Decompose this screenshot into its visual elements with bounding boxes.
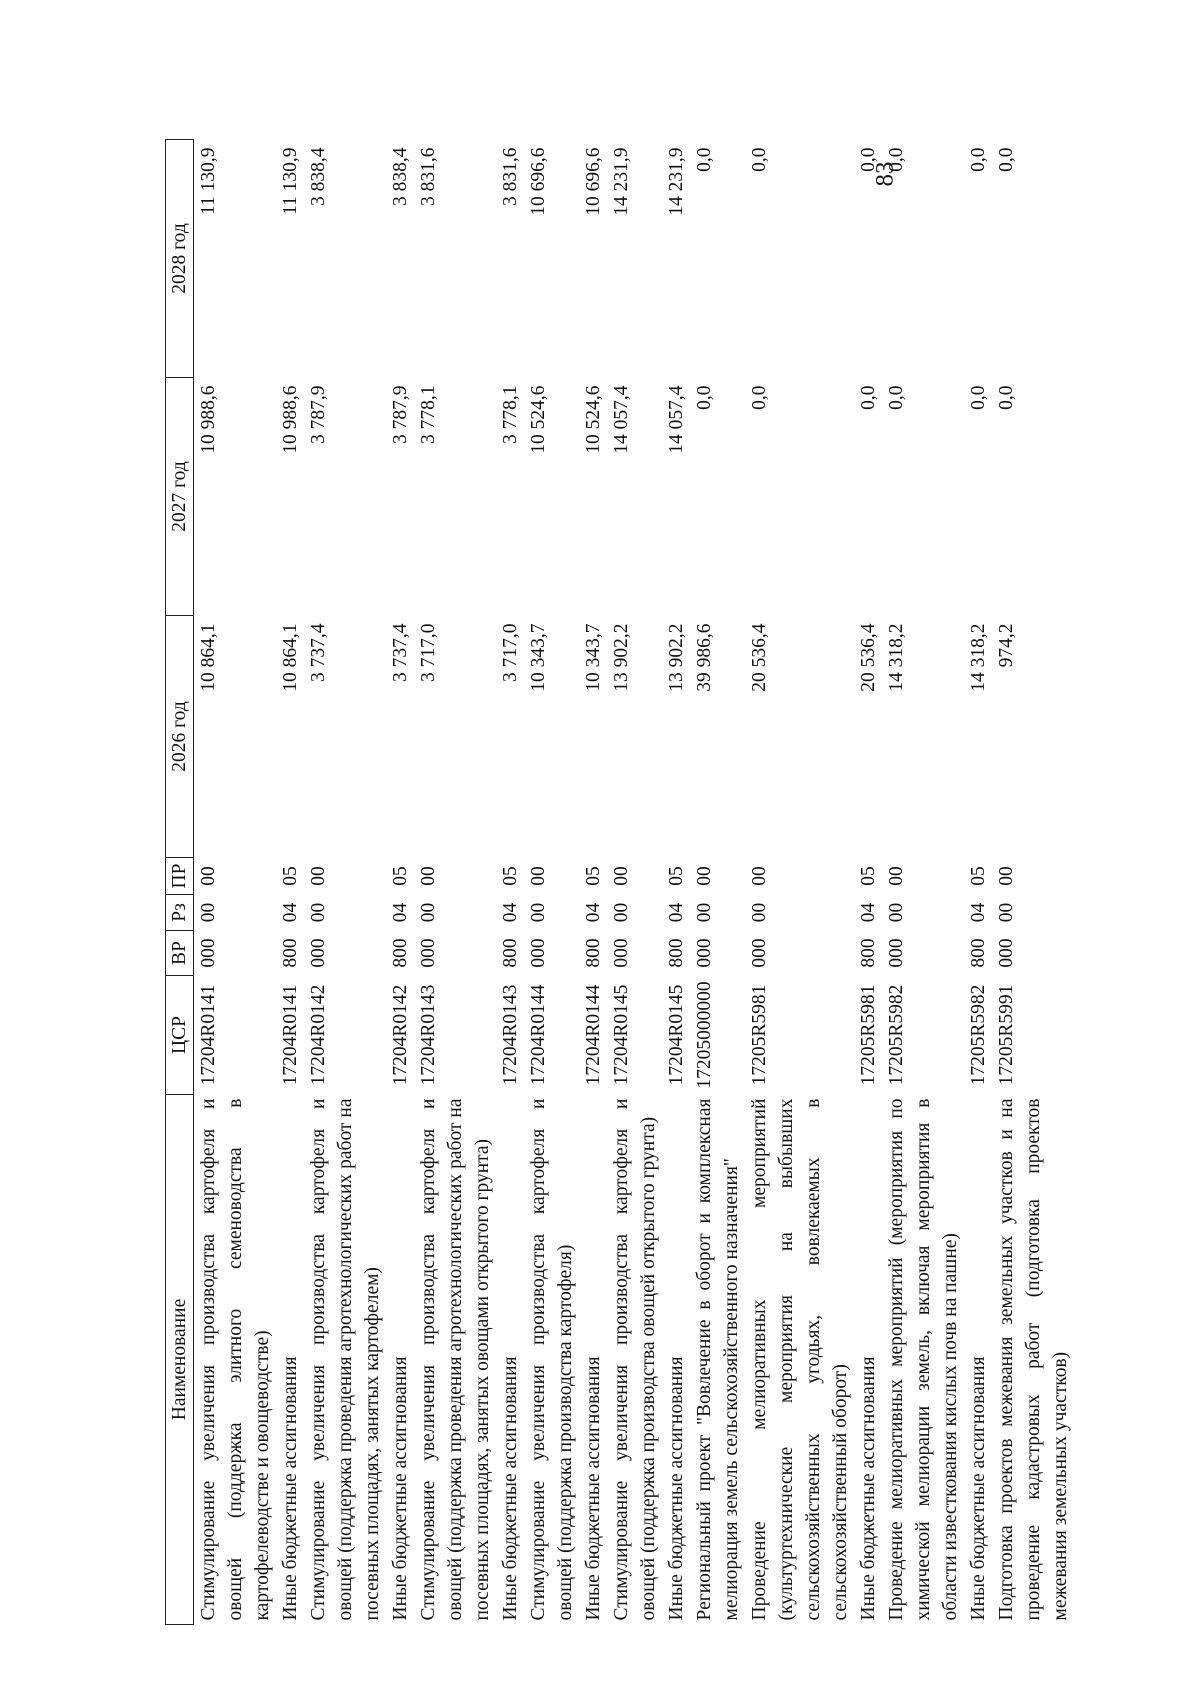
row-2026: 13 902,2 bbox=[666, 623, 687, 692]
table-row bbox=[662, 140, 690, 1625]
row-csr: 17205R5981 bbox=[858, 984, 879, 1086]
row-2026: 3 737,4 bbox=[308, 623, 329, 682]
row-2026: 974,2 bbox=[996, 623, 1017, 668]
row-2026: 3 717,0 bbox=[418, 623, 439, 682]
page-number: 83 bbox=[871, 161, 899, 187]
row-rz: 04 bbox=[858, 902, 879, 923]
row-pr: 05 bbox=[968, 866, 989, 886]
row-rz: 00 bbox=[418, 902, 439, 923]
row-name: Иные бюджетные ассигнования bbox=[280, 1356, 301, 1621]
row-pr: 00 bbox=[996, 866, 1017, 886]
row-csr: 17204R0144 bbox=[528, 984, 549, 1086]
row-vr: 800 bbox=[968, 938, 989, 968]
row-csr: 17204R0141 bbox=[280, 984, 301, 1086]
row-vr: 800 bbox=[666, 938, 687, 968]
row-rz: 00 bbox=[198, 902, 219, 923]
budget-table bbox=[165, 139, 1074, 1625]
row-pr: 00 bbox=[418, 866, 439, 886]
row-name: Иные бюджетные ассигнования bbox=[583, 1356, 604, 1621]
row-vr: 800 bbox=[390, 938, 411, 968]
header-csr: ЦСР bbox=[166, 976, 194, 1095]
row-vr: 000 bbox=[996, 938, 1017, 968]
row-csr: 17205R5982 bbox=[886, 984, 907, 1086]
table-row bbox=[854, 140, 882, 1625]
table-row bbox=[964, 140, 992, 1625]
row-2026: 10 864,1 bbox=[198, 623, 219, 692]
row-rz: 00 bbox=[996, 902, 1017, 923]
table-row bbox=[607, 140, 662, 1625]
row-2027: 10 524,6 bbox=[583, 385, 604, 454]
row-vr: 000 bbox=[528, 938, 549, 968]
row-2028: 14 231,9 bbox=[666, 147, 687, 216]
rotated-page-content bbox=[165, 140, 1085, 1625]
row-name: Иные бюджетные ассигнования bbox=[968, 1356, 989, 1621]
row-2026: 10 343,7 bbox=[583, 623, 604, 692]
row-csr: 17205R5991 bbox=[996, 984, 1017, 1086]
row-2027: 10 988,6 bbox=[280, 385, 301, 454]
row-2026: 3 737,4 bbox=[390, 623, 411, 682]
row-csr: 17205000000 bbox=[694, 981, 715, 1089]
row-csr: 17204R0143 bbox=[500, 984, 521, 1086]
row-2028: 11 130,9 bbox=[198, 147, 219, 216]
table-row bbox=[579, 140, 607, 1625]
row-2026: 39 986,6 bbox=[694, 623, 715, 692]
row-2028: 3 838,4 bbox=[308, 147, 329, 206]
row-2026: 14 318,2 bbox=[886, 623, 907, 692]
row-name: Проведение мелиоративных мероприятий (мероприятия по химической мелиорации земель, включая мероприятия в области известкования кислых почв на пашне) bbox=[886, 1098, 961, 1621]
row-pr: 05 bbox=[666, 866, 687, 886]
row-2028: 10 696,6 bbox=[583, 147, 604, 216]
row-vr: 000 bbox=[418, 938, 439, 968]
row-vr: 000 bbox=[749, 938, 770, 968]
row-csr: 17205R5981 bbox=[749, 984, 770, 1086]
row-2028: 0,0 bbox=[694, 147, 715, 172]
header-2027: 2027 год bbox=[166, 378, 194, 616]
row-pr: 00 bbox=[749, 866, 770, 886]
table-row bbox=[882, 140, 964, 1625]
table-row bbox=[194, 140, 277, 1625]
table-row bbox=[745, 140, 854, 1625]
row-vr: 000 bbox=[198, 938, 219, 968]
row-2027: 0,0 bbox=[749, 385, 770, 410]
row-vr: 800 bbox=[858, 938, 879, 968]
row-2027: 10 524,6 bbox=[528, 385, 549, 454]
row-2027: 3 787,9 bbox=[390, 385, 411, 444]
row-rz: 04 bbox=[666, 902, 687, 923]
row-csr: 17204R0144 bbox=[583, 984, 604, 1086]
row-2028: 0,0 bbox=[886, 147, 907, 172]
row-2028: 11 130,9 bbox=[280, 147, 301, 216]
row-2028: 3 831,6 bbox=[418, 147, 439, 206]
table-row bbox=[414, 140, 496, 1625]
row-csr: 17204R0141 bbox=[198, 984, 219, 1086]
row-2028: 3 838,4 bbox=[390, 147, 411, 206]
row-pr: 05 bbox=[500, 866, 521, 886]
row-rz: 04 bbox=[583, 902, 604, 923]
row-name: Иные бюджетные ассигнования bbox=[666, 1356, 687, 1621]
row-csr: 17204R0145 bbox=[611, 984, 632, 1086]
row-2026: 3 717,0 bbox=[500, 623, 521, 682]
row-vr: 000 bbox=[308, 938, 329, 968]
row-name: Стимулирование увеличения производства картофеля и овощей (поддержка производства картофеля) bbox=[528, 1098, 576, 1621]
row-2028: 0,0 bbox=[858, 147, 879, 172]
row-2027: 0,0 bbox=[886, 385, 907, 410]
row-csr: 17204R0142 bbox=[390, 984, 411, 1086]
row-rz: 00 bbox=[694, 902, 715, 923]
row-vr: 800 bbox=[500, 938, 521, 968]
row-2026: 20 536,4 bbox=[749, 623, 770, 692]
row-csr: 17204R0142 bbox=[308, 984, 329, 1086]
header-pr: ПР bbox=[166, 858, 194, 895]
row-name: Стимулирование увеличения производства картофеля и овощей (поддержка элитного семеноводства в картофелеводстве и овощеводстве) bbox=[198, 1098, 273, 1621]
row-rz: 00 bbox=[749, 902, 770, 923]
header-rz: Рз bbox=[166, 895, 194, 931]
row-vr: 000 bbox=[886, 938, 907, 968]
row-rz: 00 bbox=[528, 902, 549, 923]
table-row bbox=[496, 140, 524, 1625]
row-pr: 05 bbox=[280, 866, 301, 886]
row-rz: 04 bbox=[968, 902, 989, 923]
row-name: Региональный проект "Вовлечение в оборот и комплексная мелиорация земель сельскохозяйственного назначения" bbox=[694, 1098, 742, 1621]
table-header-row bbox=[166, 140, 194, 1625]
row-rz: 04 bbox=[390, 902, 411, 923]
row-2026: 10 343,7 bbox=[528, 623, 549, 692]
row-name: Подготовка проектов межевания земельных участков и на проведение кадастровых работ (подготовка проектов межевания земельных участков) bbox=[996, 1098, 1071, 1621]
row-2027: 14 057,4 bbox=[611, 385, 632, 454]
row-2028: 0,0 bbox=[749, 147, 770, 172]
row-2027: 0,0 bbox=[996, 385, 1017, 410]
row-2028: 10 696,6 bbox=[528, 147, 549, 216]
row-pr: 00 bbox=[611, 866, 632, 886]
table-row bbox=[276, 140, 304, 1625]
table-row bbox=[386, 140, 414, 1625]
row-2027: 0,0 bbox=[858, 385, 879, 410]
row-pr: 00 bbox=[694, 866, 715, 886]
row-vr: 800 bbox=[280, 938, 301, 968]
row-2026: 20 536,4 bbox=[858, 623, 879, 692]
row-vr: 000 bbox=[611, 938, 632, 968]
row-2028: 0,0 bbox=[968, 147, 989, 172]
table-row bbox=[992, 140, 1074, 1625]
row-pr: 00 bbox=[528, 866, 549, 886]
header-2028: 2028 год bbox=[166, 140, 194, 378]
row-pr: 00 bbox=[886, 866, 907, 886]
row-csr: 17204R0143 bbox=[418, 984, 439, 1086]
row-rz: 04 bbox=[500, 902, 521, 923]
row-pr: 05 bbox=[858, 866, 879, 886]
row-2027: 3 778,1 bbox=[418, 385, 439, 444]
row-rz: 00 bbox=[611, 902, 632, 923]
row-csr: 17204R0145 bbox=[666, 984, 687, 1086]
row-2027: 14 057,4 bbox=[666, 385, 687, 454]
row-2026: 14 318,2 bbox=[968, 623, 989, 692]
row-rz: 00 bbox=[886, 902, 907, 923]
row-2027: 0,0 bbox=[968, 385, 989, 410]
row-rz: 04 bbox=[280, 902, 301, 923]
row-pr: 05 bbox=[583, 866, 604, 886]
header-name: Наименование bbox=[166, 1095, 194, 1625]
row-2027: 3 787,9 bbox=[308, 385, 329, 444]
row-2026: 13 902,2 bbox=[611, 623, 632, 692]
row-pr: 00 bbox=[198, 866, 219, 886]
row-vr: 800 bbox=[583, 938, 604, 968]
row-name: Иные бюджетные ассигнования bbox=[390, 1356, 411, 1621]
header-2026: 2026 год bbox=[166, 616, 194, 858]
header-vr: ВР bbox=[166, 931, 194, 976]
row-2028: 14 231,9 bbox=[611, 147, 632, 216]
row-vr: 000 bbox=[694, 938, 715, 968]
row-pr: 00 bbox=[308, 866, 329, 886]
row-2028: 3 831,6 bbox=[500, 147, 521, 206]
row-rz: 00 bbox=[308, 902, 329, 923]
row-csr: 17205R5982 bbox=[968, 984, 989, 1086]
row-name: Иные бюджетные ассигнования bbox=[858, 1356, 879, 1621]
row-2028: 0,0 bbox=[996, 147, 1017, 172]
row-2027: 0,0 bbox=[694, 385, 715, 410]
row-name: Иные бюджетные ассигнования bbox=[500, 1356, 521, 1621]
table-row bbox=[304, 140, 386, 1625]
table-row bbox=[690, 140, 745, 1625]
row-name: Стимулирование увеличения производства картофеля и овощей (поддержка производства овощей открытого грунта) bbox=[611, 1098, 659, 1621]
row-name: Стимулирование увеличения производства картофеля и овощей (поддержка проведения агротехнологических работ на посевных площадях, занятых овощами открытого грунта) bbox=[418, 1098, 493, 1621]
row-2027: 3 778,1 bbox=[500, 385, 521, 444]
table-row bbox=[524, 140, 579, 1625]
row-2026: 10 864,1 bbox=[280, 623, 301, 692]
row-name: Проведение мелиоративных мероприятий (культуртехнические мероприятия на выбывших сельскохозяйственных угодьях, вовлекаемых в сельскохозяйственный оборот) bbox=[749, 1098, 851, 1621]
row-pr: 05 bbox=[390, 866, 411, 886]
row-name: Стимулирование увеличения производства картофеля и овощей (поддержка проведения агротехнологических работ на посевных площадях, занятых картофелем) bbox=[308, 1098, 383, 1621]
row-2027: 10 988,6 bbox=[198, 385, 219, 454]
